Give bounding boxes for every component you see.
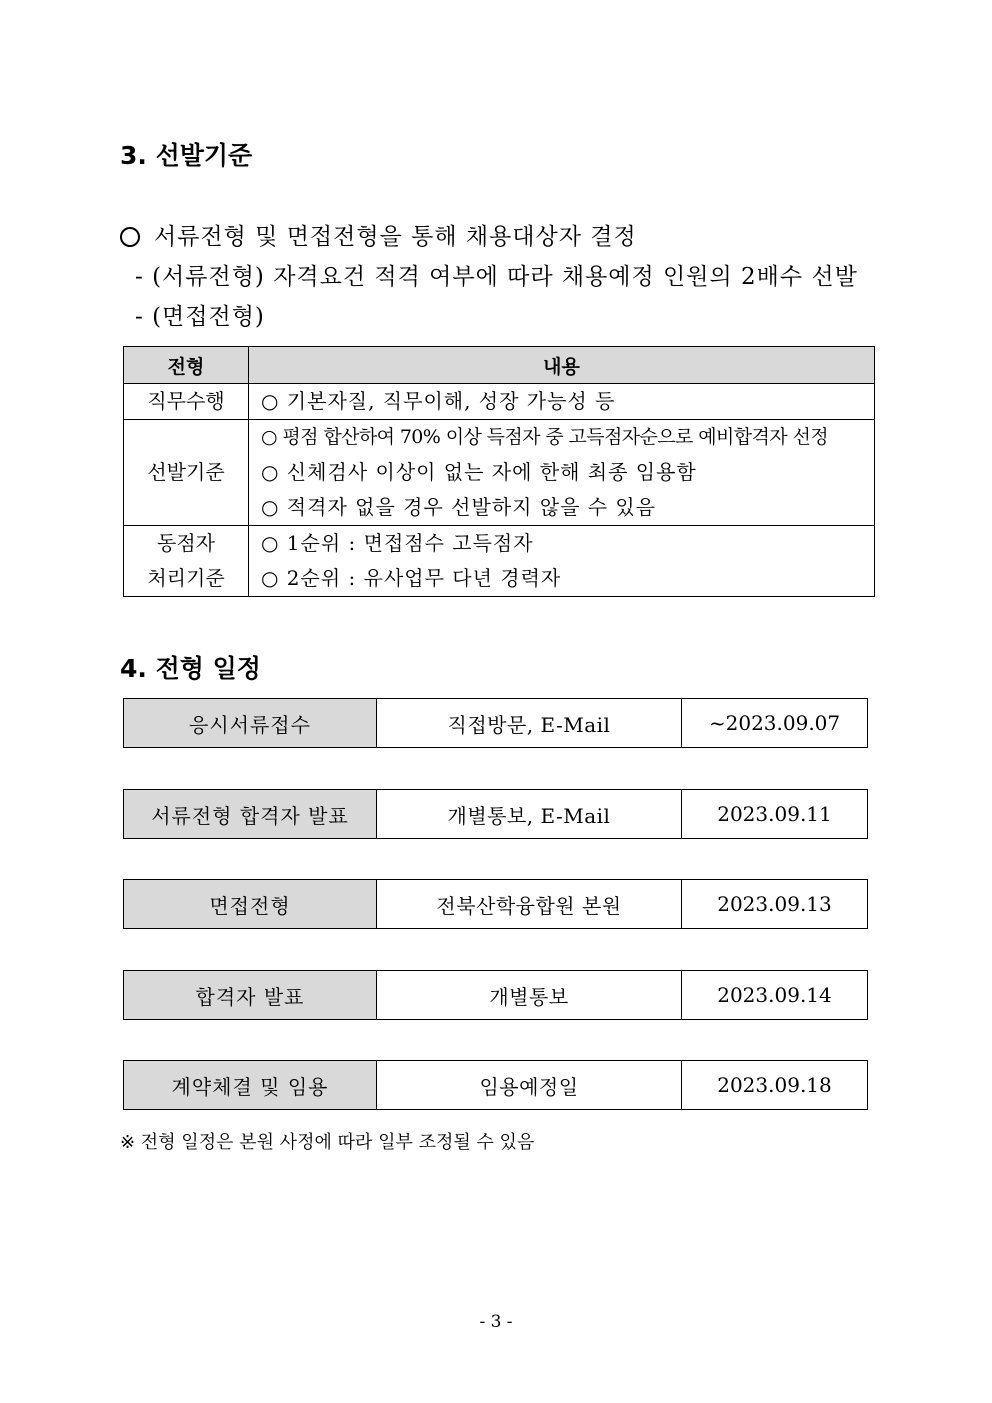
table-row <box>124 384 875 420</box>
schedule-date: ~2023.09.07 <box>708 711 841 735</box>
schedule-label: 면접전형 <box>124 880 377 928</box>
selection-criteria-table <box>123 346 875 597</box>
category-line: 동점자 <box>157 531 215 555</box>
schedule-note: ※ 전형 일정은 본원 사정에 따라 일부 조정될 수 있음 <box>120 1132 535 1153</box>
schedule-row <box>123 1060 868 1110</box>
schedule-date: 2023.09.18 <box>717 1073 832 1097</box>
schedule-row <box>123 789 868 839</box>
category-line: 처리기준 <box>147 566 225 590</box>
content-line: ○ 2순위 : 유사업무 다년 경력자 <box>261 566 562 590</box>
schedule-date: 2023.09.11 <box>717 802 832 826</box>
row-content <box>249 420 875 526</box>
schedule-method: 전북산학융합원 본원 <box>377 880 682 928</box>
schedule-method: 개별통보 <box>377 971 682 1019</box>
table-row <box>124 420 875 526</box>
schedule-label: 합격자 발표 <box>124 971 377 1019</box>
section-3-title: 3. 선발기준 <box>120 141 253 170</box>
schedule-method: 개별통보, E-Mail <box>377 790 682 838</box>
content-line: ○ 신체검사 이상이 없는 자에 한해 최종 임용함 <box>261 460 697 484</box>
header-category: 전형 <box>124 347 249 384</box>
row-content <box>249 526 875 597</box>
table-row <box>124 526 875 597</box>
intro-text: 서류전형 및 면접전형을 통해 채용대상자 결정 <box>154 224 637 250</box>
content-line: ○ 1순위 : 면접점수 고득점자 <box>261 531 534 555</box>
schedule-row <box>123 879 868 929</box>
row-content <box>249 384 875 420</box>
schedule-label: 응시서류접수 <box>124 699 377 747</box>
section-3-intro <box>120 218 637 251</box>
schedule-date: 2023.09.14 <box>717 983 832 1007</box>
row-category <box>124 526 249 597</box>
circle-bullet-icon <box>120 227 140 247</box>
schedule-method: 직접방문, E-Mail <box>377 699 682 747</box>
content-line: ○ 기본자질, 직무이해, 성장 가능성 등 <box>261 389 616 413</box>
schedule-row <box>123 698 868 748</box>
header-content: 내용 <box>249 347 875 384</box>
schedule-row <box>123 970 868 1020</box>
content-line: ○ 평점 합산하여 70% 이상 득점자 중 고득점자순으로 예비합격자 선정 <box>261 426 828 448</box>
document-screening-bullet: - (서류전형) 자격요건 적격 여부에 따라 채용예정 인원의 2배수 선발 <box>135 264 858 290</box>
row-category: 직무수행 <box>124 384 249 420</box>
interview-screening-bullet: - (면접전형) <box>135 304 265 330</box>
section-4-title: 4. 전형 일정 <box>120 654 261 683</box>
schedule-label: 서류전형 합격자 발표 <box>124 790 377 838</box>
schedule-label: 계약체결 및 임용 <box>124 1061 377 1109</box>
table-header-row <box>124 347 875 384</box>
row-category: 선발기준 <box>124 420 249 526</box>
content-line: ○ 적격자 없을 경우 선발하지 않을 수 있음 <box>261 495 657 519</box>
page-number: - 3 - <box>479 1312 513 1332</box>
schedule-method: 임용예정일 <box>377 1061 682 1109</box>
schedule-date: 2023.09.13 <box>717 892 832 916</box>
